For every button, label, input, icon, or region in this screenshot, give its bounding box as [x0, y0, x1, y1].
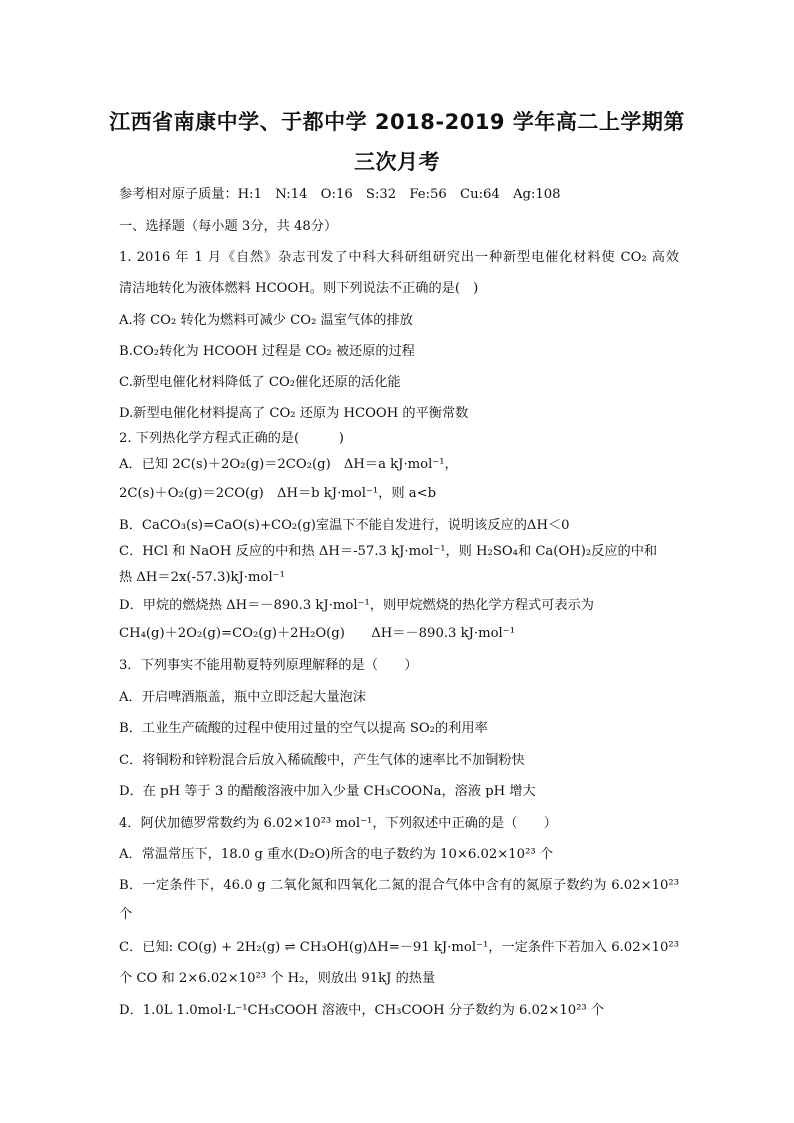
- exam-title-line1: 江西省南康中学、于都中学 2018-2019 学年高二上学期第: [109, 110, 685, 134]
- q4-option-d: D．1.0L 1.0mol·L⁻¹CH₃COOH 溶液中，CH₃COOH 分子数约为 6.02×10²³ 个: [119, 1003, 605, 1018]
- q4-option-b-line1: B．一定条件下，46.0 g 二氧化氮和四氧化二氮的混合气体中含有的氮原子数约为 6.02×10²³: [119, 878, 679, 893]
- q2-option-d-line2: CH₄(g)＋2O₂(g)=CO₂(g)＋2H₂O(g) ΔH＝－890.3 kJ·mol⁻¹: [119, 626, 515, 641]
- q3-stem: 3．下列事实不能用勒夏特列原理解释的是（ ）: [119, 658, 418, 673]
- exam-title-line2: 三次月考: [354, 150, 440, 174]
- q1-option-c: C.新型电催化材料降低了 CO₂催化还原的活化能: [119, 375, 401, 390]
- section-heading: 一、选择题（每小题 3分，共 48分）: [119, 219, 338, 234]
- q3-option-a: A．开启啤酒瓶盖，瓶中立即泛起大量泡沫: [119, 690, 366, 705]
- q1-option-a: A.将 CO₂ 转化为燃料可减少 CO₂ 温室气体的排放: [119, 313, 413, 328]
- q2-option-c-line1: C．HCl 和 NaOH 反应的中和热 ΔH＝-57.3 kJ·mol⁻¹，则 H₂SO₄和 Ca(OH)₂反应的中和: [119, 544, 658, 559]
- q4-option-b-line2: 个: [119, 907, 133, 922]
- q2-option-a-line1: A．已知 2C(s)＋2O₂(g)＝2CO₂(g) ΔH＝a kJ·mol⁻¹，: [119, 457, 458, 472]
- q3-option-d: D．在 pH 等于 3 的醋酸溶液中加入少量 CH₃COONa，溶液 pH 增大: [119, 784, 536, 799]
- q2-stem: 2. 下列热化学方程式正确的是( ): [119, 431, 344, 446]
- q1-option-b: B.CO₂转化为 HCOOH 过程是 CO₂ 被还原的过程: [119, 344, 415, 359]
- q2-option-c-line2: 热 ΔH＝2x(-57.3)kJ·mol⁻¹: [119, 570, 285, 585]
- q4-option-a: A．常温常压下，18.0 g 重水(D₂O)所含的电子数约为 10×6.02×10²³ 个: [119, 847, 554, 862]
- q3-option-b: B．工业生产硫酸的过程中使用过量的空气以提高 SO₂的利用率: [119, 721, 488, 736]
- q2-option-a-line2: 2C(s)＋O₂(g)＝2CO(g) ΔH＝b kJ·mol⁻¹，则 a<b: [119, 486, 437, 501]
- q1-stem-line1: 1. 2016 年 1 月《自然》杂志刊发了中科大科研组研究出一种新型电催化材料使 CO₂ 高效: [119, 250, 679, 265]
- q4-option-c-line2: 个 CO 和 2×6.02×10²³ 个 H₂，则放出 91kJ 的热量: [119, 971, 436, 986]
- q2-option-b: B．CaCO₃(s)=CaO(s)+CO₂(g)室温下不能自发进行，说明该反应的ΔH＜0: [119, 518, 570, 533]
- q3-option-c: C．将铜粉和锌粉混合后放入稀硫酸中，产生气体的速率比不加铜粉快: [119, 753, 525, 768]
- q1-option-d: D.新型电催化材料提高了 CO₂ 还原为 HCOOH 的平衡常数: [119, 406, 469, 421]
- q4-option-c-line1: C．已知: CO(g) + 2H₂(g) ⇌ CH₃OH(g)ΔH=－91 kJ·mol⁻¹，一定条件下若加入 6.02×10²³: [119, 940, 679, 955]
- q2-option-d-line1: D．甲烷的燃烧热 ΔH＝－890.3 kJ·mol⁻¹，则甲烷燃烧的热化学方程式可表示为: [119, 598, 594, 613]
- q4-stem: 4．阿伏加德罗常数约为 6.02×10²³ mol⁻¹，下列叙述中正确的是（ ）: [119, 816, 557, 831]
- q1-stem-line2: 清洁地转化为液体燃料 HCOOH。则下列说法不正确的是( ): [119, 281, 479, 296]
- atomic-masses: 参考相对原子质量：H:1 N:14 O:16 S:32 Fe:56 Cu:64 Ag:108: [119, 187, 561, 202]
